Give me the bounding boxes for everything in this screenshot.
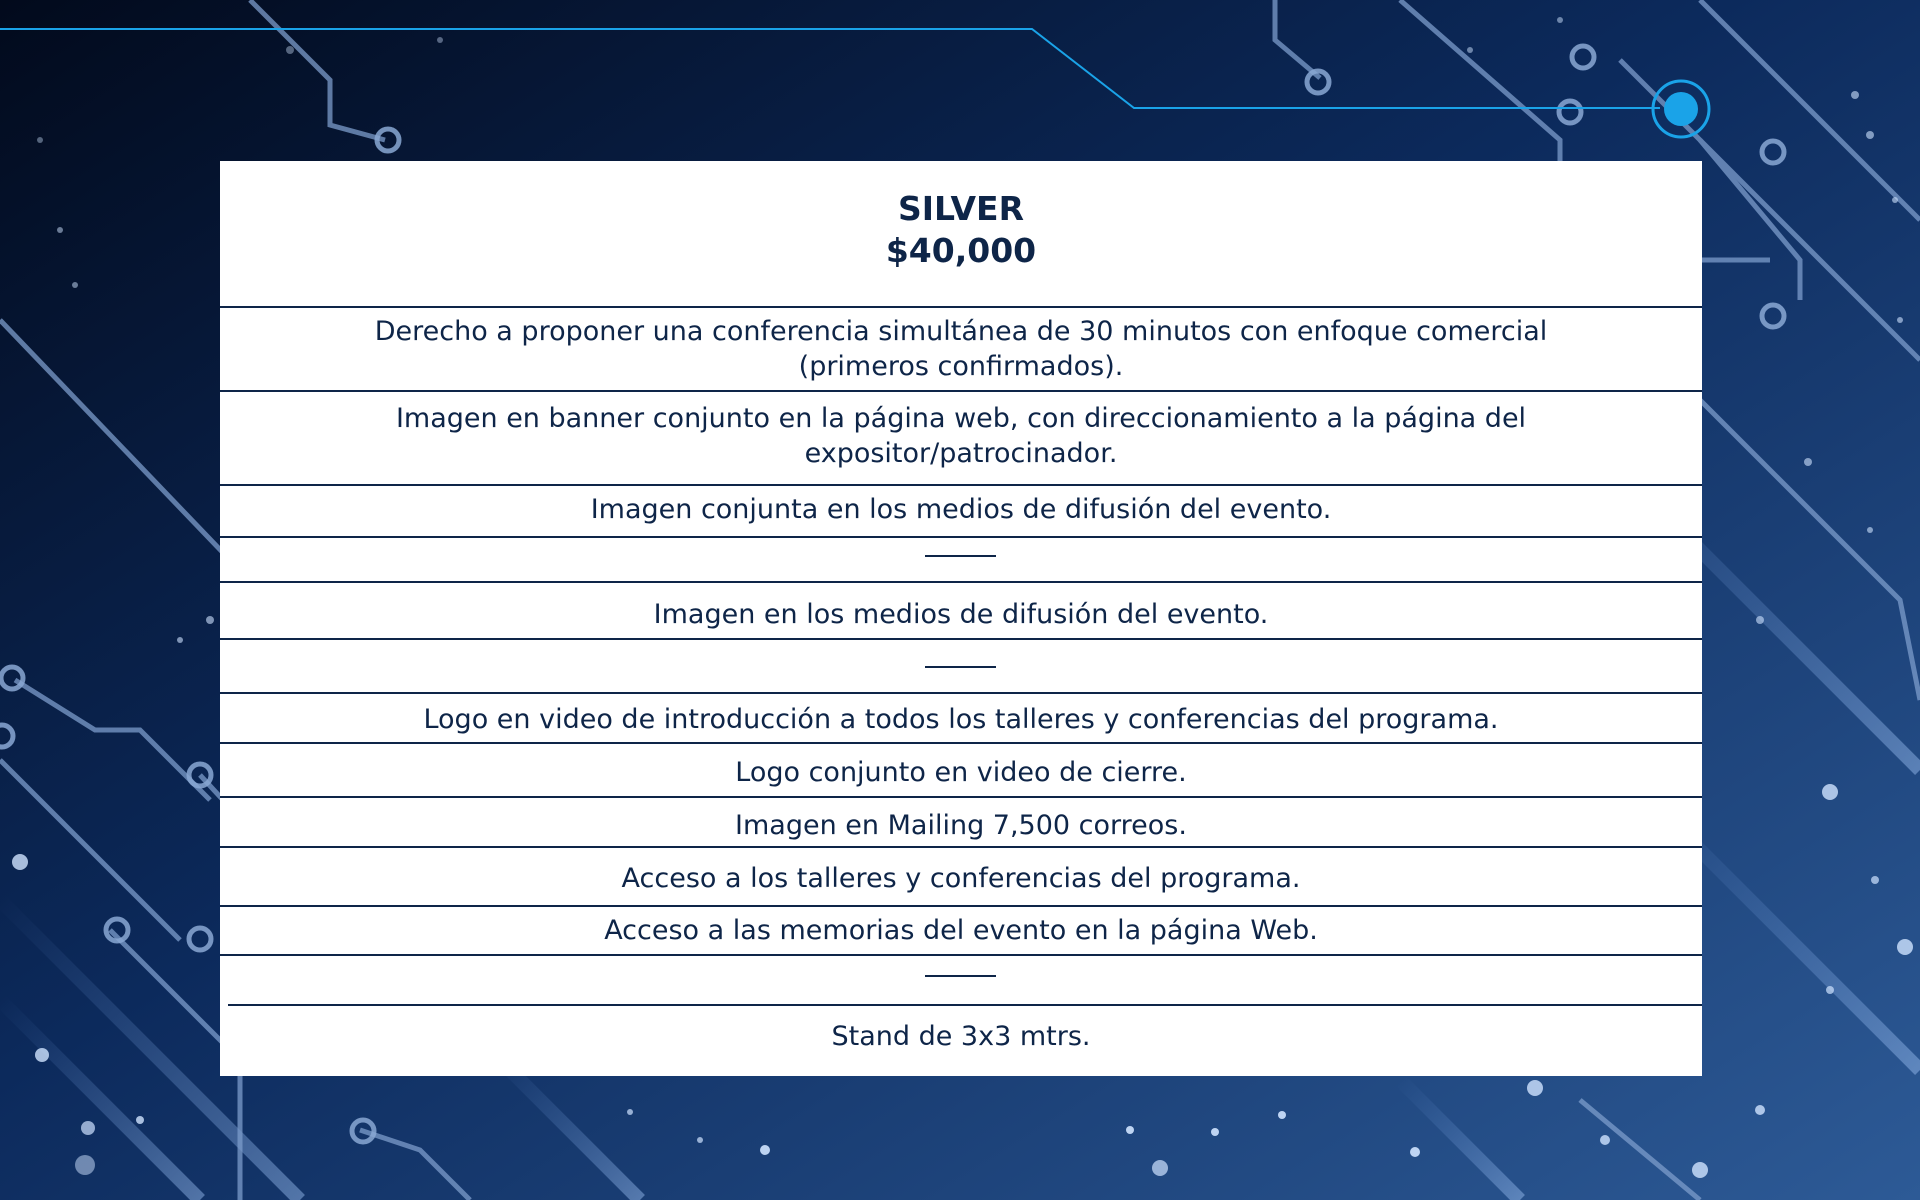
benefit-imagen-conjunta: Imagen conjunta en los medios de difusión del evento. bbox=[590, 494, 1332, 525]
row-divider bbox=[220, 846, 1702, 848]
sponsorship-card bbox=[220, 161, 1702, 1076]
benefit-line: Derecho a proponer una conferencia simultánea de 30 minutos con enfoque comercial bbox=[374, 316, 1548, 347]
benefit-line: Imagen en banner conjunto en la página web, con direccionamiento a la página del bbox=[395, 403, 1527, 434]
empty-dash bbox=[925, 975, 996, 977]
benefit-stand: Stand de 3x3 mtrs. bbox=[831, 1021, 1091, 1052]
row-divider bbox=[220, 638, 1702, 640]
row-divider bbox=[220, 581, 1702, 583]
package-name: SILVER bbox=[897, 189, 1025, 228]
benefit-conferencia bbox=[260, 314, 1662, 384]
benefit-logo-cierre: Logo conjunto en video de cierre. bbox=[735, 757, 1187, 788]
row-divider bbox=[220, 306, 1702, 308]
empty-dash bbox=[925, 666, 996, 668]
benefit-imagen-medios: Imagen en los medios de difusión del evento. bbox=[653, 599, 1269, 630]
row-divider bbox=[220, 484, 1702, 486]
benefit-banner bbox=[260, 401, 1662, 471]
row-divider bbox=[220, 390, 1702, 392]
benefit-logo-intro: Logo en video de introducción a todos los talleres y conferencias del programa. bbox=[423, 704, 1499, 735]
row-divider bbox=[220, 954, 1702, 956]
row-divider bbox=[220, 905, 1702, 907]
row-divider bbox=[220, 742, 1702, 744]
benefit-mailing: Imagen en Mailing 7,500 correos. bbox=[735, 810, 1187, 841]
row-divider bbox=[220, 692, 1702, 694]
benefit-memorias: Acceso a las memorias del evento en la página Web. bbox=[604, 915, 1318, 946]
benefit-acceso-talleres: Acceso a los talleres y conferencias del programa. bbox=[621, 863, 1301, 894]
row-divider bbox=[220, 796, 1702, 798]
empty-dash bbox=[925, 555, 996, 557]
benefit-line: (primeros confirmados). bbox=[798, 351, 1124, 382]
package-price: $40,000 bbox=[885, 231, 1037, 270]
row-divider bbox=[228, 1004, 1702, 1006]
row-divider bbox=[220, 536, 1702, 538]
benefit-line: expositor/patrocinador. bbox=[804, 438, 1118, 469]
